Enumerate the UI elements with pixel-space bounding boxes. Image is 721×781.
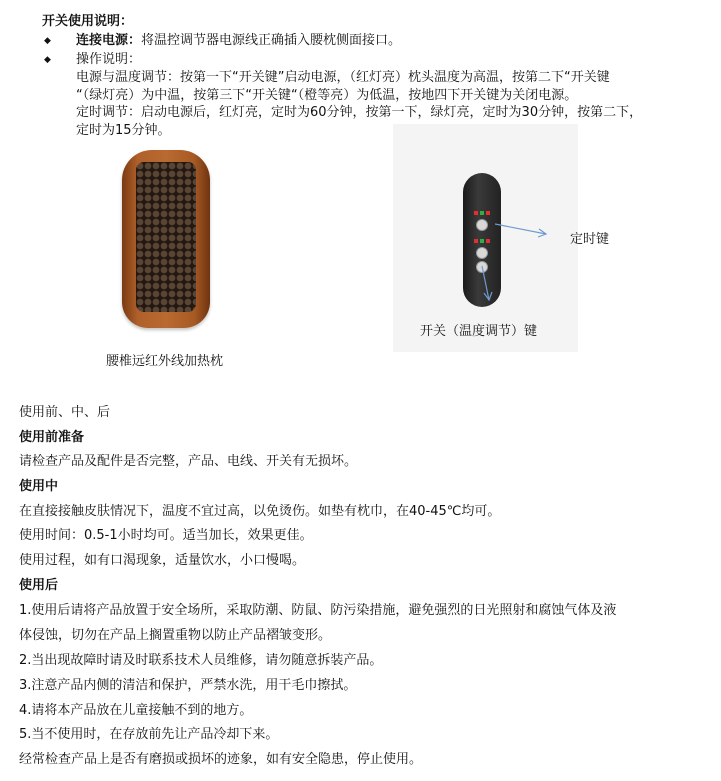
after-use-line: 5.当不使用时，在存放前先让产品冷却下来。: [19, 727, 279, 742]
after-use-line: 1.使用后请将产品放置于安全场所，采取防潮、防鼠、防污染措施，避免强烈的日光照射和腐蚀气体及液: [19, 603, 617, 618]
after-use-line: 3.注意产品内侧的清洁和保护，严禁水洗，用干毛巾擦拭。: [19, 678, 357, 693]
bullet-marker: ◆: [44, 36, 51, 46]
after-use-line: 4.请将本产品放在儿童接触不到的地方。: [19, 703, 253, 718]
pillow-caption: 腰椎远红外线加热枕: [106, 354, 224, 369]
after-use-line: 经常检查产品上是否有磨损或损坏的迹象，如有安全隐患，停止使用。: [19, 752, 423, 767]
instruction-line: 电源与温度调节：按第一下“开关键”启动电源，（红灯亮）枕头温度为高温，按第二下“开关键: [76, 70, 610, 85]
during-use-line: 使用时间：0.5-1小时均可。适当加长，效果更佳。: [19, 528, 313, 543]
instruction-line: 定时为15分钟。: [76, 123, 171, 138]
power-connection-text: 将温控调节器电源线正确插入腰枕侧面接口。: [141, 33, 402, 48]
switch-key-label: 开关（温度调节）键: [420, 324, 538, 339]
power-connection-label: 连接电源：: [76, 33, 142, 48]
usage-intro: 使用前、中、后: [19, 405, 111, 420]
timer-key-label: 定时键: [570, 232, 610, 247]
during-use-heading: 使用中: [19, 479, 59, 494]
instruction-line: 定时调节：启动电源后，红灯亮，定时为60分钟，按第一下，绿灯亮，定时为30分钟，按第二下，: [76, 105, 643, 120]
before-use-heading: 使用前准备: [19, 430, 85, 445]
after-use-heading: 使用后: [19, 578, 59, 593]
before-use-text: 请检查产品及配件是否完整，产品、电线、开关有无损坏。: [19, 454, 358, 469]
instruction-line: “（绿灯亮）为中温，按第三下“开关键“（橙等亮）为低温，按地四下开关键为关闭电源。: [76, 88, 578, 103]
during-use-line: 在直接接触皮肤情况下，温度不宜过高，以免烫伤。如垫有枕巾，在40-45℃均可。: [19, 504, 501, 519]
operation-heading: 操作说明：: [76, 52, 142, 67]
bullet-marker: ◆: [44, 55, 51, 65]
instructions-heading: 开关使用说明：: [42, 14, 134, 29]
after-use-line: 2.当出现故障时请及时联系技术人员维修，请勿随意拆装产品。: [19, 653, 383, 668]
after-use-line: 体侵蚀，切勿在产品上搁置重物以防止产品褶皱变形。: [19, 628, 332, 643]
during-use-line: 使用过程，如有口渴现象，适量饮水，小口慢喝。: [19, 553, 306, 568]
